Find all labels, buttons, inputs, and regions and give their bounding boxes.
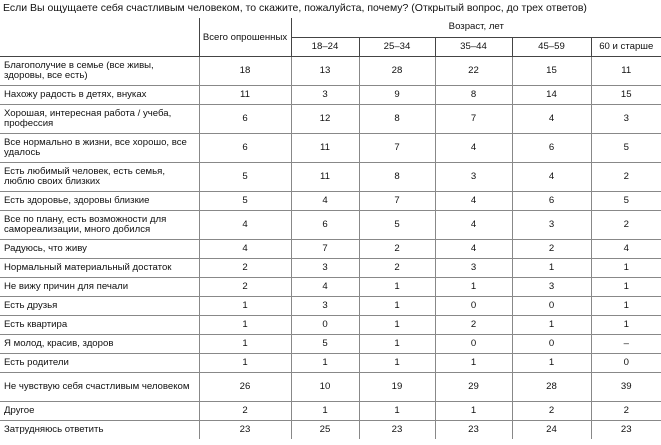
cell-age-value: 10: [291, 373, 359, 402]
table-row: [0, 105, 661, 134]
row-label: Хорошая, интересная работа / учеба, профессия: [0, 105, 199, 134]
cell-age-value: 22: [435, 57, 512, 86]
cell-age-value: 29: [435, 373, 512, 402]
cell-age-value: 3: [512, 278, 591, 297]
cell-age-value: 8: [359, 163, 435, 192]
cell-age-value: 5: [291, 335, 359, 354]
table-row: [0, 297, 661, 316]
cell-age-value: 9: [359, 86, 435, 105]
cell-age-value: 3: [512, 211, 591, 240]
cell-age-value: 3: [435, 163, 512, 192]
cell-age-value: 1: [359, 402, 435, 421]
cell-age-value: 1: [591, 259, 661, 278]
cell-age-value: 0: [291, 316, 359, 335]
table-row: [0, 86, 661, 105]
cell-age-value: 24: [512, 421, 591, 440]
cell-age-value: 3: [591, 105, 661, 134]
cell-age-value: 13: [291, 57, 359, 86]
table-row: [0, 335, 661, 354]
row-label: Радуюсь, что живу: [0, 240, 199, 259]
cell-total: 6: [199, 105, 291, 134]
cell-total: 1: [199, 354, 291, 373]
cell-total: 11: [199, 86, 291, 105]
cell-age-value: –: [591, 335, 661, 354]
row-label: Есть квартира: [0, 316, 199, 335]
cell-age-value: 2: [512, 240, 591, 259]
cell-age-value: 6: [291, 211, 359, 240]
cell-age-value: 2: [512, 402, 591, 421]
table-row: [0, 421, 661, 440]
cell-age-value: 0: [591, 354, 661, 373]
header-age-60-plus: 60 и старше: [591, 38, 661, 57]
cell-age-value: 3: [435, 259, 512, 278]
cell-age-value: 25: [291, 421, 359, 440]
header-age-18-24: 18–24: [291, 38, 359, 57]
cell-age-value: 4: [435, 211, 512, 240]
cell-age-value: 2: [359, 240, 435, 259]
cell-age-value: 2: [435, 316, 512, 335]
table-caption: Если Вы ощущаете себя счастливым человеком, то скажите, пожалуйста, почему? (Открытый вопрос, до трех ответов): [3, 2, 587, 14]
cell-age-value: 6: [512, 134, 591, 163]
cell-age-value: 6: [512, 192, 591, 211]
table-body: [0, 57, 661, 440]
header-age-25-34: 25–34: [359, 38, 435, 57]
table-row: [0, 373, 661, 402]
header-total: Всего опрошенных: [199, 18, 291, 57]
cell-age-value: 1: [591, 316, 661, 335]
cell-age-value: 23: [359, 421, 435, 440]
cell-age-value: 7: [435, 105, 512, 134]
cell-age-value: 1: [359, 316, 435, 335]
cell-age-value: 4: [512, 105, 591, 134]
cell-age-value: 1: [512, 259, 591, 278]
cell-age-value: 0: [435, 297, 512, 316]
cell-age-value: 4: [435, 134, 512, 163]
cell-age-value: 11: [291, 134, 359, 163]
cell-age-value: 5: [591, 134, 661, 163]
row-label: Есть друзья: [0, 297, 199, 316]
cell-age-value: 0: [435, 335, 512, 354]
cell-age-value: 4: [435, 240, 512, 259]
cell-age-value: 15: [512, 57, 591, 86]
cell-total: 6: [199, 134, 291, 163]
cell-age-value: 4: [291, 278, 359, 297]
header-age-45-59: 45–59: [512, 38, 591, 57]
row-label: Нахожу радость в детях, внуках: [0, 86, 199, 105]
cell-age-value: 1: [359, 354, 435, 373]
cell-age-value: 0: [512, 297, 591, 316]
cell-age-value: 1: [291, 402, 359, 421]
cell-total: 4: [199, 240, 291, 259]
row-label: Благополучие в семье (все живы, здоровы, все есть): [0, 57, 199, 86]
cell-age-value: 1: [291, 354, 359, 373]
cell-age-value: 2: [591, 211, 661, 240]
cell-total: 1: [199, 316, 291, 335]
cell-age-value: 12: [291, 105, 359, 134]
cell-age-value: 4: [591, 240, 661, 259]
cell-total: 2: [199, 278, 291, 297]
cell-total: 23: [199, 421, 291, 440]
row-label: Все по плану, есть возможности для самореализации, много добился: [0, 211, 199, 240]
header-age-35-44: 35–44: [435, 38, 512, 57]
survey-table: [0, 18, 661, 439]
cell-total: 18: [199, 57, 291, 86]
row-label: Не вижу причин для печали: [0, 278, 199, 297]
cell-total: 2: [199, 259, 291, 278]
table-row: [0, 354, 661, 373]
cell-age-value: 7: [359, 192, 435, 211]
cell-age-value: 28: [359, 57, 435, 86]
cell-age-value: 3: [291, 86, 359, 105]
cell-total: 1: [199, 335, 291, 354]
row-label: Другое: [0, 402, 199, 421]
cell-age-value: 14: [512, 86, 591, 105]
row-label: Есть родители: [0, 354, 199, 373]
row-label: Все нормально в жизни, все хорошо, все удалось: [0, 134, 199, 163]
cell-age-value: 39: [591, 373, 661, 402]
cell-age-value: 7: [291, 240, 359, 259]
cell-age-value: 5: [591, 192, 661, 211]
table-row: [0, 259, 661, 278]
cell-age-value: 1: [512, 354, 591, 373]
cell-age-value: 4: [512, 163, 591, 192]
cell-age-value: 1: [435, 354, 512, 373]
cell-age-value: 2: [591, 163, 661, 192]
table-row: [0, 316, 661, 335]
cell-age-value: 2: [359, 259, 435, 278]
cell-age-value: 1: [591, 297, 661, 316]
table-row: [0, 211, 661, 240]
cell-age-value: 1: [359, 335, 435, 354]
cell-age-value: 3: [291, 297, 359, 316]
row-label: Есть любимый человек, есть семья, люблю своих близких: [0, 163, 199, 192]
cell-age-value: 1: [435, 278, 512, 297]
cell-age-value: 8: [359, 105, 435, 134]
cell-total: 2: [199, 402, 291, 421]
row-label: Нормальный материальный достаток: [0, 259, 199, 278]
table-row: [0, 134, 661, 163]
cell-age-value: 3: [291, 259, 359, 278]
cell-age-value: 1: [359, 278, 435, 297]
row-label: Я молод, красив, здоров: [0, 335, 199, 354]
cell-age-value: 23: [591, 421, 661, 440]
table-row: [0, 57, 661, 86]
header-question-cell: [0, 18, 199, 57]
cell-age-value: 0: [512, 335, 591, 354]
cell-age-value: 1: [435, 402, 512, 421]
cell-age-value: 7: [359, 134, 435, 163]
cell-age-value: 15: [591, 86, 661, 105]
cell-age-value: 8: [435, 86, 512, 105]
cell-age-value: 23: [435, 421, 512, 440]
cell-age-value: 28: [512, 373, 591, 402]
row-label: Не чувствую себя счастливым человеком: [0, 373, 199, 402]
cell-age-value: 19: [359, 373, 435, 402]
header-age-group: Возраст, лет: [291, 18, 661, 38]
table-row: [0, 402, 661, 421]
cell-age-value: 4: [435, 192, 512, 211]
cell-total: 4: [199, 211, 291, 240]
table-row: [0, 192, 661, 211]
row-label: Есть здоровье, здоровы близкие: [0, 192, 199, 211]
table-row: [0, 278, 661, 297]
cell-total: 1: [199, 297, 291, 316]
cell-total: 26: [199, 373, 291, 402]
cell-age-value: 4: [291, 192, 359, 211]
cell-age-value: 11: [291, 163, 359, 192]
cell-age-value: 1: [359, 297, 435, 316]
row-label: Затрудняюсь ответить: [4, 423, 104, 435]
table-row: [0, 240, 661, 259]
cell-age-value: 1: [591, 278, 661, 297]
cell-total: 5: [199, 192, 291, 211]
table-row: [0, 163, 661, 192]
cell-total: 5: [199, 163, 291, 192]
cell-age-value: 5: [359, 211, 435, 240]
cell-age-value: 11: [591, 57, 661, 86]
cell-age-value: 1: [512, 316, 591, 335]
cell-age-value: 2: [591, 402, 661, 421]
